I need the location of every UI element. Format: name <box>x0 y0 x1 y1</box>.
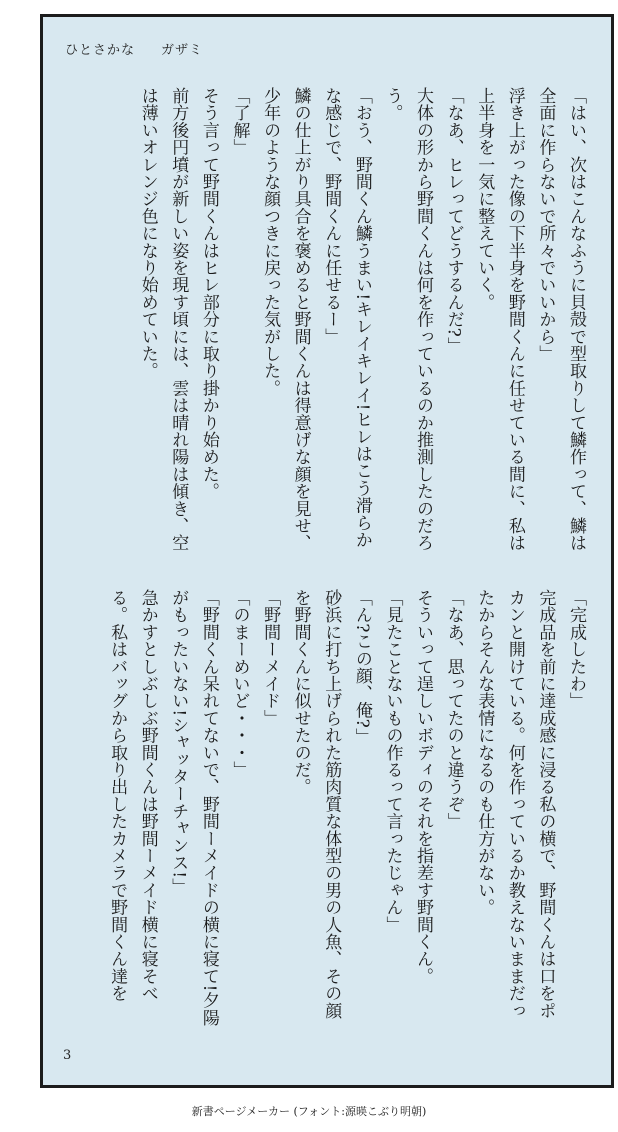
paragraph: そういって逞しいボディのそれを指差す野間くん。 <box>413 589 434 985</box>
paragraph: 「野間ーメイド」 <box>260 589 281 727</box>
paragraph: 「了解」 <box>229 87 250 156</box>
paragraph: 「のまーめいど・・・」 <box>229 589 250 779</box>
paragraph: 大体の形から野間くんは何を作っているのか推測したのだろう。 <box>382 87 434 552</box>
story-title: ひとさかな <box>65 43 136 58</box>
paragraph: 「完成したわ」 <box>566 589 586 710</box>
paragraph: 「おう、野間くん鱗うまい!キレイキレイ!ヒレはこう滑らかな感じで、野間くんに任せるー」 <box>321 87 372 549</box>
paragraph: 鱗の仕上がり具合を褒めると野間くんは得意げな顔を見せ、少年のような顔つきに戻った気がした。 <box>260 87 311 552</box>
paragraph: 浮き上がった像の下半身を野間くんに任せている間に、私は上半身を一気に整えていく。 <box>474 87 525 552</box>
page-number: 3 <box>63 1048 72 1063</box>
paragraph: 「ん?この顔、俺?」 <box>351 589 372 746</box>
paragraph: 「なあ、思ってたのと違うぞ」 <box>443 589 464 830</box>
paragraph: 「はい、次はこんなふうに貝殻で型取りして鱗作って、鱗は全面に作らないで所々でいいから」 <box>535 87 586 552</box>
author-name: ガザミ <box>161 43 204 58</box>
paragraph: 「見たことないもの作るって言ったじゃん」 <box>382 589 403 933</box>
text-block-bottom <box>102 589 592 1029</box>
paragraph: 前方後円墳が新しい姿を現す頃には、雲は晴れ陽は傾き、空は薄いオレンジ色になり始めていた。 <box>137 87 189 552</box>
page-header <box>65 39 203 58</box>
paragraph: 急かすとしぶしぶ野間くんは野間ーメイド横に寝そべる。私はバッグから取り出したカメラで野間くん達を <box>107 589 158 1002</box>
paragraph: 「なあ、ヒレってどうするんだ?」 <box>443 87 464 355</box>
paragraph: 「野間くん呆れてないで、野間ーメイドの横に寝て!夕陽がもったいない!シャッターチャンス!」 <box>168 589 219 1027</box>
paragraph: そう言って野間くんはヒレ部分に取り掛かり始めた。 <box>198 87 219 500</box>
book-page <box>40 14 614 1088</box>
generator-credit: 新書ページメーカー (フォント:源暎こぶり明朝) <box>191 1105 427 1118</box>
paragraph: 完成品を前に達成感に浸る私の横で、野間くんは口をポカンと開けている。何を作っているか教えないままだったからそんな表情になるのも仕方がない。 <box>474 589 556 1019</box>
paragraph: 砂浜に打ち上げられた筋肉質な体型の男の人魚、その顔を野間くんに似せたのだ。 <box>290 589 342 1019</box>
text-block-top <box>132 87 591 563</box>
